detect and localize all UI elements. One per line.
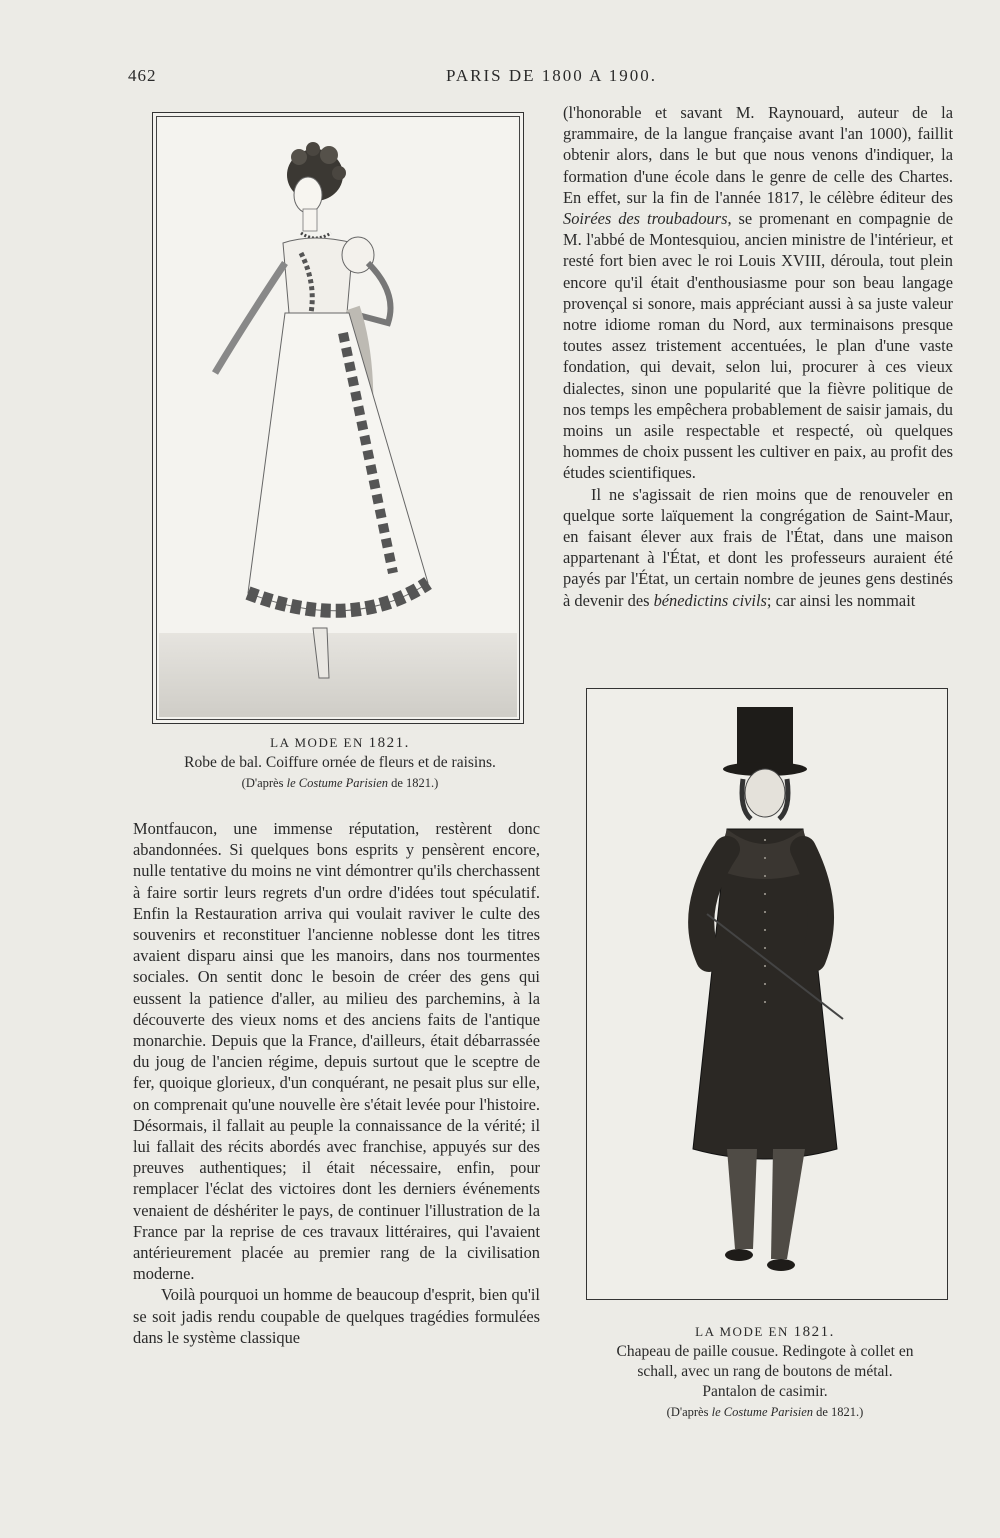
paragraph — [133, 1284, 540, 1348]
caption-ball-gown — [110, 733, 570, 793]
running-head — [128, 66, 954, 90]
figure-ball-gown — [152, 112, 524, 724]
caption-source: (D'après le Costume Parisien de 1821.) — [666, 1405, 864, 1419]
figure-redingote — [586, 688, 948, 1300]
caption-redingote — [560, 1322, 970, 1422]
page-number: 462 — [128, 66, 157, 85]
text-run: (l'honorable et savant M. Raynouard, auteur de la grammaire, de la langue française avant l'an 1000), faillit obtenir alors, dans le but que nous venons d'indiquer, la formation d'une école dans le genre de celle des Chartes. En effet, sur la fin de l'année 1817, le célèbre éditeur des — [563, 103, 953, 207]
caption-description-line: Pantalon de casimir. — [702, 1383, 828, 1400]
paragraph — [563, 484, 953, 611]
caption-description-line: schall, avec un rang de boutons de métal. — [637, 1363, 893, 1380]
paragraph — [563, 102, 953, 484]
text-run: Voilà pourquoi un homme de beaucoup d'esprit, bien qu'il se soit jadis rendu coupable de quelques tragédies formulées dans le système classique — [133, 1285, 540, 1347]
italic-text: bénedictins civils — [653, 590, 767, 610]
paragraph — [133, 818, 540, 1284]
caption-title: LA MODE EN 1821. — [695, 1324, 835, 1340]
text-run: Montfaucon, une immense réputation, restèrent donc abandonnées. Si quelques bons esprits y pensèrent encore, nulle tentative du moins ne vint démontrer qu'ils cherchassent à faire sortir leurs regrets d'un ordre d'idées tout spéculatif. Enfin la Restauration arriva qui voulait raviver le culte des souvenirs et reconstituer l'ancienne noblesse dont les titres avaient disparu ainsi que les manoirs, dans nos tourmentes sociales. On sentit donc le besoin de créer des gens qui eussent la patience d'aller, au milieu des parchemins, à la découverte des vieux noms et des anciens faits de l'antique monarchie. Depuis que la France, d'ailleurs, était débarrassée du joug de l'ancien régime, depuis surtout que le sceptre de fer, quoique glorieux, d'un conquérant, ne pesait plus sur elle, on comprenait qu'une nouvelle ère s'était levée pour l'histoire. Désormais, il fallait au peuple la connaissance de la vérité; il lui fallait des récits abordés avec franchise, appuyés sur des preuves authentiques; il était nécessaire, enfin, pour remplacer l'éclat des victoires dont les derniers événements venaient de déshériter le pays, de continuer l'illustration de la France par la reprise de ces travaux littéraires, qui l'avaient antérieurement placée au premier rang de la civilisation moderne. — [133, 819, 540, 1284]
text-column-right-top — [563, 102, 953, 611]
italic-text: Soirées des troubadours — [563, 209, 728, 229]
text-run: ; car ainsi les nommait — [766, 590, 916, 610]
caption-description: Robe de bal. Coiffure ornée de fleurs et de raisins. — [184, 754, 496, 771]
caption-source: (D'après le Costume Parisien de 1821.) — [241, 776, 439, 790]
caption-description-line: Chapeau de paille cousue. Redingote à collet en — [616, 1343, 914, 1360]
text-run: Il ne s'agissait de rien moins que de renouveler en quelque sorte laïquement la congrégation de Saint-Maur, en faisant élever aux frais de l'État, dans une maison appartenant à l'État, et dont les professeurs auraient été payés par l'État, un certain nombre de jeunes gens destinés à devenir des — [563, 484, 953, 610]
text-column-left-bottom — [133, 818, 540, 1348]
text-run: , se promenant en compagnie de M. l'abbé de Montesquiou, ancien ministre de l'intérieur, et resté fort bien avec le roi Louis XVIII, déroula, tout plein encore qu'il était d'enthousiasme pour son beau langage provençal si sonore, mais appréciant aussi à sa juste valeur notre idiome roman du Nord, aux terminaisons presque toutes assez tristement accentuées, le plan d'une vaste fondation, qui devait, selon lui, procurer à ces vieux dialectes, sinon une popularité que la fièvre politique de nos temps les empêchera probablement de saisir jamais, du moins un asile respectable et respecté, où quelques hommes de choix pussent les cultiver en paix, au profit des études scientifiques. — [563, 209, 953, 483]
redingote-engraving — [587, 689, 947, 1299]
ball-gown-engraving — [153, 113, 523, 723]
running-title: PARIS DE 1800 A 1900. — [446, 66, 657, 85]
caption-title: LA MODE EN 1821. — [270, 735, 410, 751]
